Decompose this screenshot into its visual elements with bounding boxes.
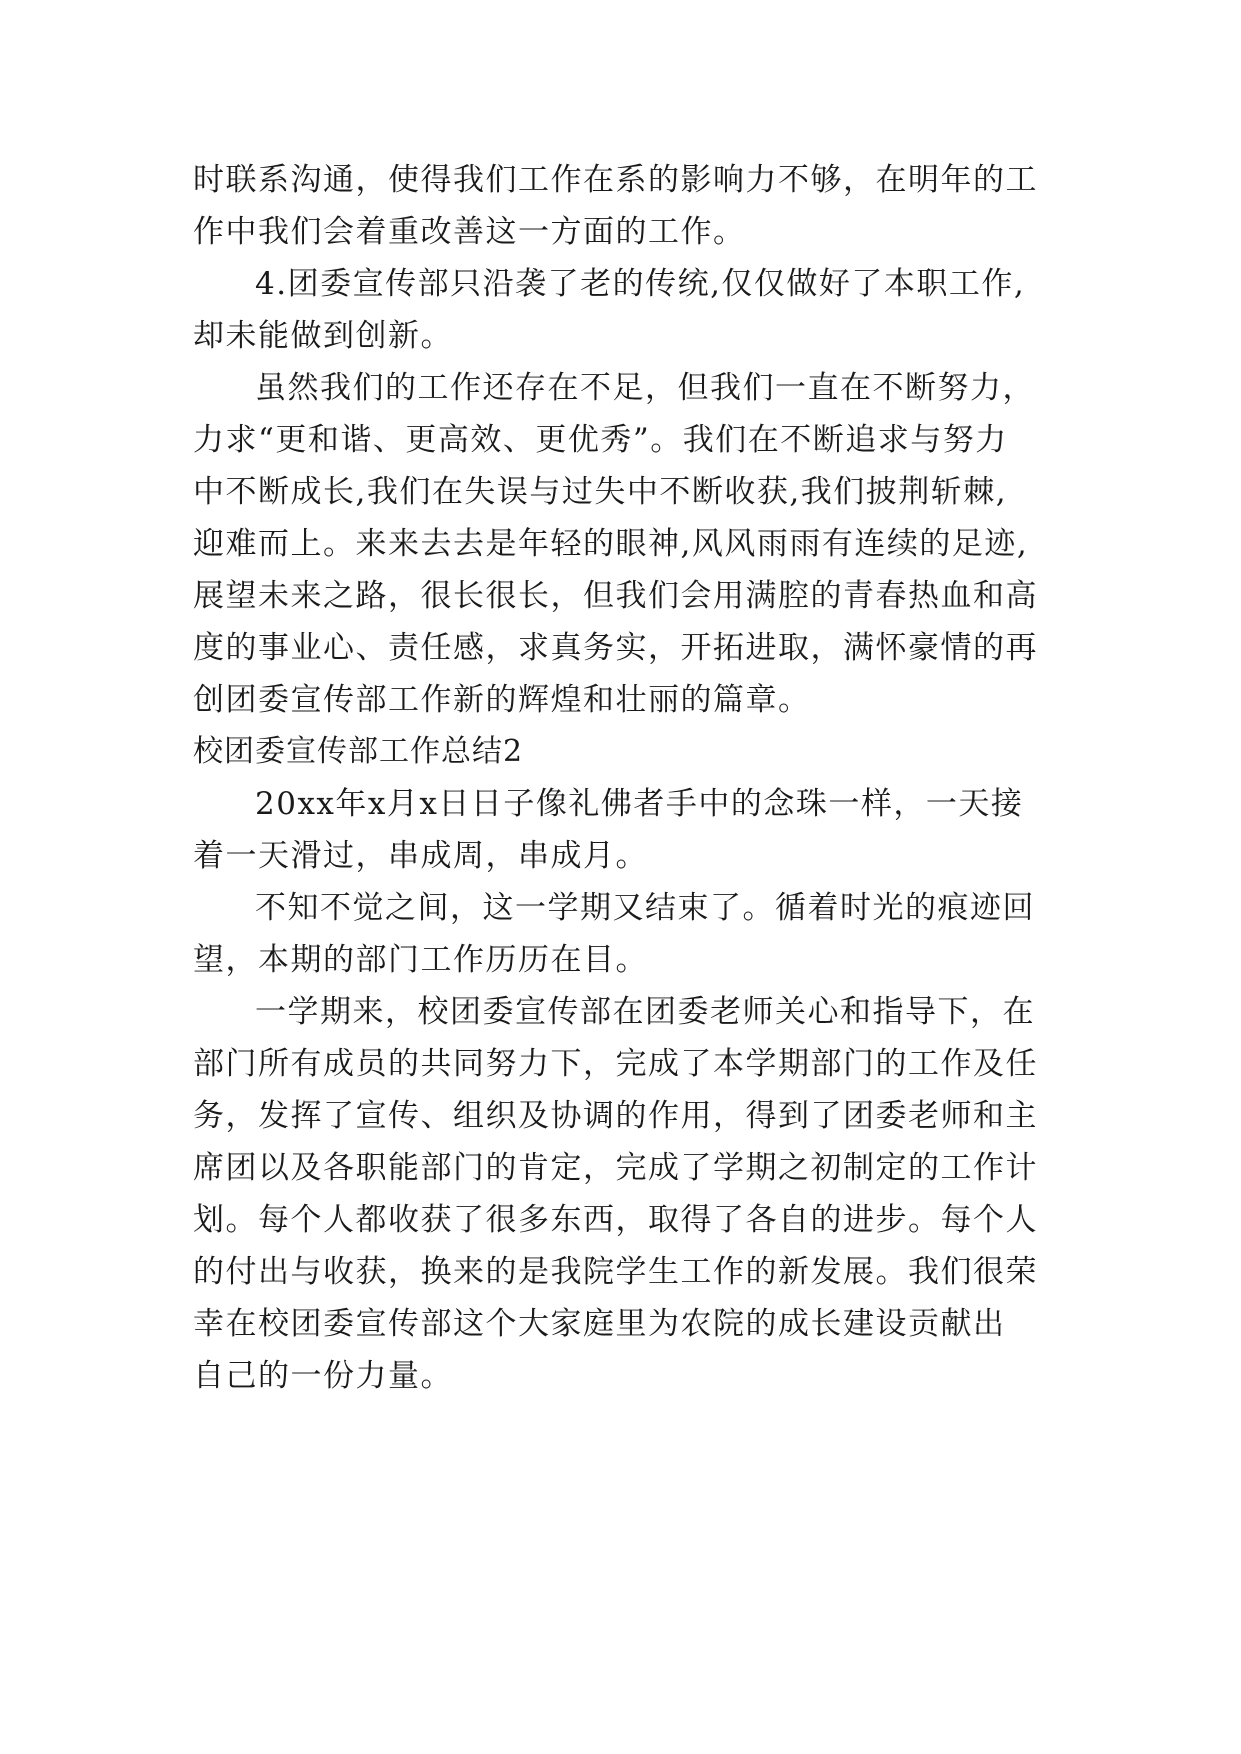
paragraph-line: 20xx年x月x日日子像礼佛者手中的念珠一样，一天接 [255, 786, 1024, 822]
paragraph-line: 时联系沟通，使得我们工作在系的影响力不够，在明年的工 [193, 162, 1038, 198]
paragraph-line: 展望未来之路，很长很长，但我们会用满腔的青春热血和高 [193, 578, 1038, 614]
paragraph-line: 的付出与收获，换来的是我院学生工作的新发展。我们很荣 [193, 1254, 1038, 1290]
paragraph-line: 度的事业心、责任感，求真务实，开拓进取，满怀豪情的再 [193, 630, 1038, 666]
paragraph-line: 迎难而上。来来去去是年轻的眼神,风风雨雨有连续的足迹, [193, 526, 1029, 562]
paragraph-line: 划。每个人都收获了很多东西，取得了各自的进步。每个人 [193, 1202, 1038, 1238]
paragraph-line: 虽然我们的工作还存在不足，但我们一直在不断努力， [255, 370, 1035, 406]
paragraph-line: 一学期来，校团委宣传部在团委老师关心和指导下，在 [255, 994, 1035, 1030]
paragraph-line: 创团委宣传部工作新的辉煌和壮丽的篇章。 [193, 682, 811, 718]
paragraph-line: 幸在校团委宣传部这个大家庭里为农院的成长建设贡献出 [193, 1306, 1006, 1342]
paragraph-line: 部门所有成员的共同努力下，完成了本学期部门的工作及任 [193, 1046, 1038, 1082]
section-heading: 校团委宣传部工作总结2 [193, 734, 524, 769]
paragraph-line: 务，发挥了宣传、组织及协调的作用，得到了团委老师和主 [193, 1098, 1038, 1134]
paragraph-line: 不知不觉之间，这一学期又结束了。循着时光的痕迹回 [255, 890, 1035, 926]
paragraph-line: 自己的一份力量。 [193, 1358, 453, 1394]
paragraph-line: 却未能做到创新。 [193, 318, 453, 354]
paragraph-line: 作中我们会着重改善这一方面的工作。 [193, 214, 746, 250]
paragraph-line: 着一天滑过，串成周，串成月。 [193, 838, 648, 874]
paragraph-line: 中不断成长,我们在失误与过失中不断收获,我们披荆斩棘, [193, 474, 1008, 510]
paragraph-line: 4.团委宣传部只沿袭了老的传统,仅仅做好了本职工作, [255, 266, 1026, 302]
paragraph-line: 望，本期的部门工作历历在目。 [193, 942, 648, 978]
paragraph-line: 力求“更和谐、更高效、更优秀”。我们在不断追求与努力 [193, 422, 1008, 458]
paragraph-line: 席团以及各职能部门的肯定，完成了学期之初制定的工作计 [193, 1150, 1038, 1186]
